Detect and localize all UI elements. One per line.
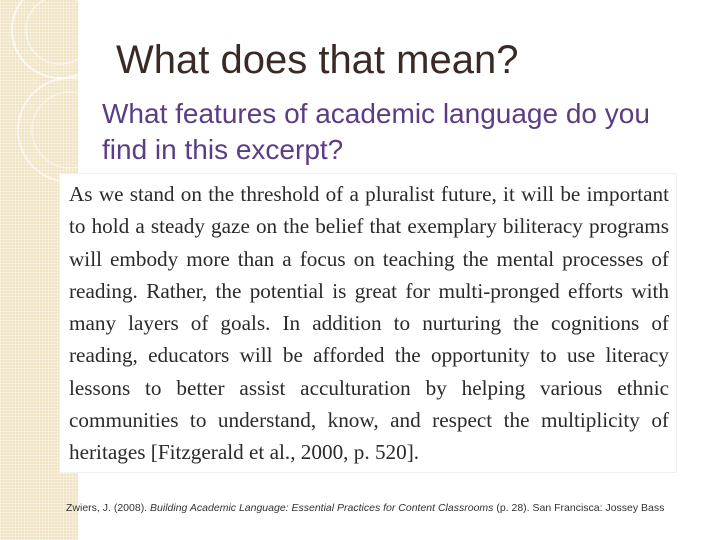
slide-title: What does that mean? <box>116 38 519 82</box>
citation-author: Zwiers, J. (2008). <box>66 502 151 514</box>
citation <box>66 502 720 515</box>
citation-book-title: Building Academic Language: Essential Practices for Content Classrooms <box>150 502 494 514</box>
excerpt-image <box>60 174 676 472</box>
slide-subtitle: What features of academic language do you find in this excerpt? <box>102 98 650 165</box>
citation-publisher: (p. 28). San Francisca: Jossey Bass <box>493 502 665 514</box>
excerpt-text: As we stand on the threshold of a pluralist future, it will be important to hold a steady gaze on the belief that exemplary biliteracy programs will embody more than a focus on teaching the mental processes of reading. Rather, the potential is great for multi-pronged efforts with many layers of goals. In addition to nurturing the cognitions of reading, educators will be afforded the opportunity to use literacy lessons to better assist acculturation by helping various ethnic communities to understand, know, and respect the multiplicity of heritages [Fitzgerald et al., 2000, p. 520]. <box>69 182 669 465</box>
